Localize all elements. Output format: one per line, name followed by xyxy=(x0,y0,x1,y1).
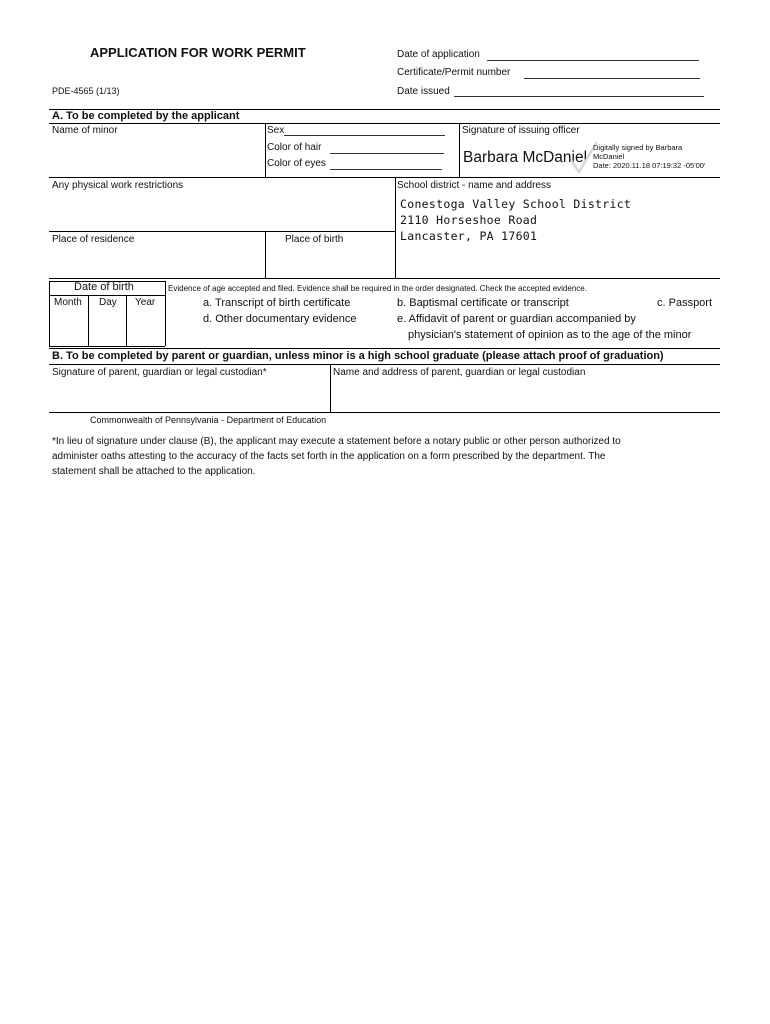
evidence-option-a[interactable]: a. Transcript of birth certificate xyxy=(203,297,351,309)
dob-box-right xyxy=(165,281,166,346)
digital-signature-meta xyxy=(593,143,713,170)
digital-signature-line: Digitally signed by Barbara xyxy=(593,143,683,152)
place-of-birth-label: Place of birth xyxy=(285,234,344,245)
digital-signature-date: Date: 2020.11.18 07:19:32 -05'00' xyxy=(593,161,706,170)
section-b-bottom-rule xyxy=(49,412,720,413)
divider xyxy=(395,177,396,278)
footnote-line: *In lieu of signature under clause (B), the applicant may execute a statement before a notary public or other person authorized to xyxy=(52,436,621,447)
eye-color-label: Color of eyes xyxy=(267,158,326,169)
place-of-residence-label: Place of residence xyxy=(52,234,135,245)
dob-divider xyxy=(126,295,127,346)
dob-box-bottom xyxy=(49,346,165,347)
footnote-line: administer oaths attesting to the accuracy of the facts set forth in the application on a form prescribed by the department. The xyxy=(52,451,606,462)
form-title: APPLICATION FOR WORK PERMIT xyxy=(90,45,306,60)
school-district-city: Lancaster, PA 17601 xyxy=(400,229,538,243)
dob-year-label: Year xyxy=(135,297,156,308)
digital-signature-line: McDaniel xyxy=(593,152,625,161)
school-district-label: School district - name and address xyxy=(397,180,551,191)
row-rule xyxy=(49,231,395,232)
section-a-heading: A. To be completed by the applicant xyxy=(52,110,240,122)
divider xyxy=(265,123,266,177)
section-b-heading-rule xyxy=(49,364,720,365)
divider xyxy=(265,231,266,278)
eye-color-field[interactable] xyxy=(330,169,442,170)
section-b-top-rule xyxy=(49,348,720,349)
work-restrictions-label: Any physical work restrictions xyxy=(52,180,184,191)
commonwealth-label: Commonwealth of Pennsylvania - Department of Education xyxy=(90,415,327,425)
dob-header-rule xyxy=(49,295,165,296)
evidence-option-b[interactable]: b. Baptismal certificate or transcript xyxy=(397,297,569,309)
section-a-heading-rule xyxy=(49,123,720,124)
dob-divider xyxy=(88,295,89,346)
evidence-option-e[interactable]: e. Affidavit of parent or guardian accompanied by xyxy=(397,313,636,325)
row-rule xyxy=(49,177,720,178)
parent-signature-label: Signature of parent, guardian or legal custodian* xyxy=(52,367,267,378)
evidence-option-e-continued: physician's statement of opinion as to the age of the minor xyxy=(408,329,692,341)
school-district-street: 2110 Horseshoe Road xyxy=(400,213,538,227)
date-issued-label: Date issued xyxy=(397,86,450,97)
date-issued-field[interactable] xyxy=(454,96,704,97)
footnote-line: statement shall be attached to the application. xyxy=(52,466,256,477)
certificate-number-label: Certificate/Permit number xyxy=(397,67,511,78)
divider xyxy=(459,123,460,177)
evidence-option-d[interactable]: d. Other documentary evidence xyxy=(203,313,357,325)
section-b-heading: B. To be completed by parent or guardian, unless minor is a high school graduate (please attach proof of graduation) xyxy=(52,350,664,362)
row-rule xyxy=(49,278,720,279)
parent-name-address-label: Name and address of parent, guardian or legal custodian xyxy=(333,367,586,378)
hair-color-label: Color of hair xyxy=(267,142,322,153)
dob-month-label: Month xyxy=(54,297,82,308)
evidence-option-c[interactable]: c. Passport xyxy=(657,297,713,309)
dob-box-left xyxy=(49,281,50,346)
form-code: PDE-4565 (1/13) xyxy=(52,86,120,96)
sex-label: Sex xyxy=(267,125,285,136)
dob-label: Date of birth xyxy=(74,281,134,293)
certificate-number-field[interactable] xyxy=(524,78,700,79)
signature-officer-label: Signature of issuing officer xyxy=(462,125,580,136)
school-district-name: Conestoga Valley School District xyxy=(400,197,632,211)
officer-signature: Barbara McDaniel xyxy=(463,149,588,166)
divider xyxy=(330,364,331,412)
dob-day-label: Day xyxy=(99,297,117,308)
date-of-application-label: Date of application xyxy=(397,49,480,60)
name-of-minor-label: Name of minor xyxy=(52,125,118,136)
evidence-intro: Evidence of age accepted and filed. Evidence shall be required in the order designated. Check the accepted evidence. xyxy=(168,284,587,293)
date-of-application-field[interactable] xyxy=(487,60,699,61)
sex-field[interactable] xyxy=(284,135,445,136)
hair-color-field[interactable] xyxy=(330,153,444,154)
